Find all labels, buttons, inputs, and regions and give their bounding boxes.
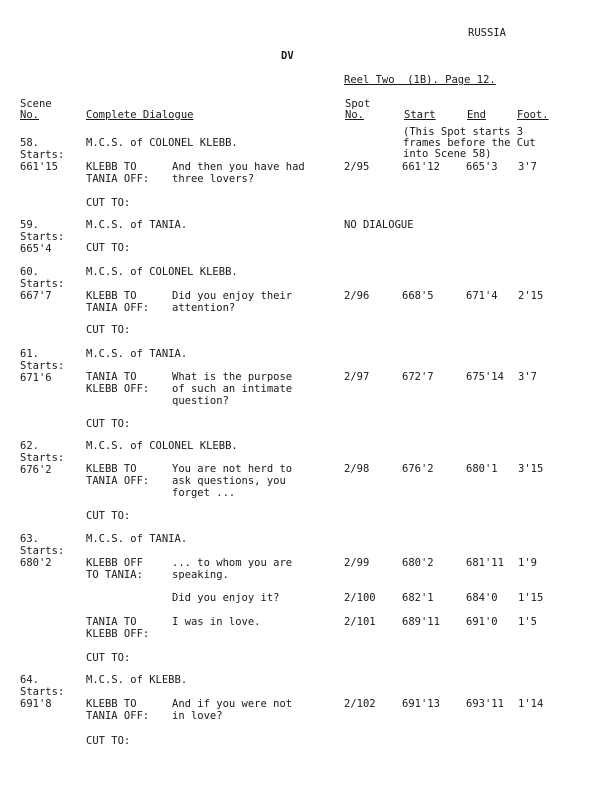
scene-starts-label: Starts: — [20, 149, 65, 161]
dialogue-line: ... to whom you are — [172, 557, 293, 569]
dialogue-line: What is the purpose — [172, 371, 293, 383]
shot-description: M.C.S. of TANIA. — [86, 533, 188, 545]
scene-start-time: 680'2 — [20, 557, 52, 569]
dialogue-line: three lovers? — [172, 173, 255, 185]
end-time: 665'3 — [466, 161, 498, 173]
dialogue-line: attention? — [172, 302, 236, 314]
speaker-label: KLEBB OFF — [86, 557, 143, 569]
scene-start-time: 665'4 — [20, 243, 52, 255]
shot-description: M.C.S. of KLEBB. — [86, 674, 188, 686]
end-time: 691'0 — [466, 616, 498, 628]
scene-start-time: 691'8 — [20, 698, 52, 710]
dialogue-line: Did you enjoy it? — [172, 592, 280, 604]
speaker-label: KLEBB OFF: — [86, 628, 150, 640]
spot-number: 2/99 — [344, 557, 370, 569]
scene-number: 60. — [20, 266, 39, 278]
scene-start-time: 676'2 — [20, 464, 52, 476]
start-time: 661'12 — [402, 161, 440, 173]
start-time: 668'5 — [402, 290, 434, 302]
cut-to-label: CUT TO: — [86, 510, 131, 522]
footage: 3'7 — [518, 161, 537, 173]
scene-number: 58. — [20, 137, 39, 149]
spot-note-line: into Scene 58) — [403, 148, 492, 160]
shot-description: M.C.S. of COLONEL KLEBB. — [86, 440, 238, 452]
spot-note-line: (This Spot starts 3 — [403, 126, 524, 138]
scene-number: 59. — [20, 219, 39, 231]
end-time: 680'1 — [466, 463, 498, 475]
footage: 2'15 — [518, 290, 544, 302]
shot-description: M.C.S. of TANIA. — [86, 348, 188, 360]
country-label: RUSSIA — [468, 27, 506, 39]
cut-to-label: CUT TO: — [86, 735, 131, 747]
footage: 1'14 — [518, 698, 544, 710]
speaker-label: TANIA OFF: — [86, 173, 150, 185]
cut-to-label: CUT TO: — [86, 652, 131, 664]
start-time: 680'2 — [402, 557, 434, 569]
speaker-label: KLEBB TO — [86, 290, 137, 302]
shot-description: M.C.S. of COLONEL KLEBB. — [86, 137, 238, 149]
footage: 1'9 — [518, 557, 537, 569]
start-time: 691'13 — [402, 698, 440, 710]
start-time: 672'7 — [402, 371, 434, 383]
speaker-label: TO TANIA: — [86, 569, 143, 581]
footage: 1'5 — [518, 616, 537, 628]
column-header-spot: Spot — [345, 98, 371, 110]
spot-number: 2/102 — [344, 698, 376, 710]
end-time: 693'11 — [466, 698, 504, 710]
start-time: 682'1 — [402, 592, 434, 604]
footage: 1'15 — [518, 592, 544, 604]
dialogue-line: of such an intimate — [172, 383, 293, 395]
shot-description: M.C.S. of TANIA. — [86, 219, 188, 231]
footage: 3'7 — [518, 371, 537, 383]
scene-number: 61. — [20, 348, 39, 360]
spot-number: 2/97 — [344, 371, 370, 383]
reel-page-label: Reel Two (1B). Page 12. — [344, 74, 496, 86]
no-dialogue-label: NO DIALOGUE — [344, 219, 414, 231]
start-time: 689'11 — [402, 616, 440, 628]
dialogue-line: in love? — [172, 710, 223, 722]
speaker-label: TANIA TO — [86, 616, 137, 628]
column-header-end: End — [467, 109, 486, 121]
scene-number: 62. — [20, 440, 39, 452]
speaker-label: TANIA OFF: — [86, 710, 150, 722]
cut-to-label: CUT TO: — [86, 324, 131, 336]
start-time: 676'2 — [402, 463, 434, 475]
footage: 3'15 — [518, 463, 544, 475]
scene-starts-label: Starts: — [20, 231, 65, 243]
scene-starts-label: Starts: — [20, 278, 65, 290]
cut-to-label: CUT TO: — [86, 242, 131, 254]
column-header-spot-no: No. — [345, 109, 364, 121]
dialogue-line: And then you have had — [172, 161, 305, 173]
dialogue-line: Did you enjoy their — [172, 290, 293, 302]
dialogue-line: question? — [172, 395, 229, 407]
scene-start-time: 661'15 — [20, 161, 58, 173]
spot-note-line: frames before the Cut — [403, 137, 536, 149]
speaker-label: KLEBB TO — [86, 698, 137, 710]
scene-starts-label: Starts: — [20, 686, 65, 698]
dialogue-line: And if you were not — [172, 698, 293, 710]
column-header-scene: Scene — [20, 98, 52, 110]
end-time: 684'0 — [466, 592, 498, 604]
column-header-dialogue: Complete Dialogue — [86, 109, 194, 121]
spot-number: 2/96 — [344, 290, 370, 302]
cut-to-label: CUT TO: — [86, 418, 131, 430]
speaker-label: KLEBB OFF: — [86, 383, 150, 395]
column-header-footage: Foot. — [517, 109, 549, 121]
spot-number: 2/98 — [344, 463, 370, 475]
column-header-start: Start — [404, 109, 436, 121]
spot-number: 2/95 — [344, 161, 370, 173]
dialogue-line: You are not herd to — [172, 463, 293, 475]
speaker-label: KLEBB TO — [86, 463, 137, 475]
end-time: 675'14 — [466, 371, 504, 383]
dialogue-line: ask questions, you — [172, 475, 286, 487]
end-time: 681'11 — [466, 557, 504, 569]
spot-number: 2/100 — [344, 592, 376, 604]
document-code: DV — [281, 50, 294, 62]
column-header-scene-no: No. — [20, 109, 39, 121]
scene-start-time: 667'7 — [20, 290, 52, 302]
speaker-label: KLEBB TO — [86, 161, 137, 173]
scene-start-time: 671'6 — [20, 372, 52, 384]
dialogue-line: forget ... — [172, 487, 236, 499]
scene-number: 64. — [20, 674, 39, 686]
dialogue-line: I was in love. — [172, 616, 261, 628]
end-time: 671'4 — [466, 290, 498, 302]
scene-starts-label: Starts: — [20, 545, 65, 557]
scene-starts-label: Starts: — [20, 452, 65, 464]
scene-starts-label: Starts: — [20, 360, 65, 372]
speaker-label: TANIA OFF: — [86, 475, 150, 487]
scene-number: 63. — [20, 533, 39, 545]
spot-number: 2/101 — [344, 616, 376, 628]
speaker-label: TANIA TO — [86, 371, 137, 383]
dialogue-line: speaking. — [172, 569, 229, 581]
shot-description: M.C.S. of COLONEL KLEBB. — [86, 266, 238, 278]
cut-to-label: CUT TO: — [86, 197, 131, 209]
speaker-label: TANIA OFF: — [86, 302, 150, 314]
